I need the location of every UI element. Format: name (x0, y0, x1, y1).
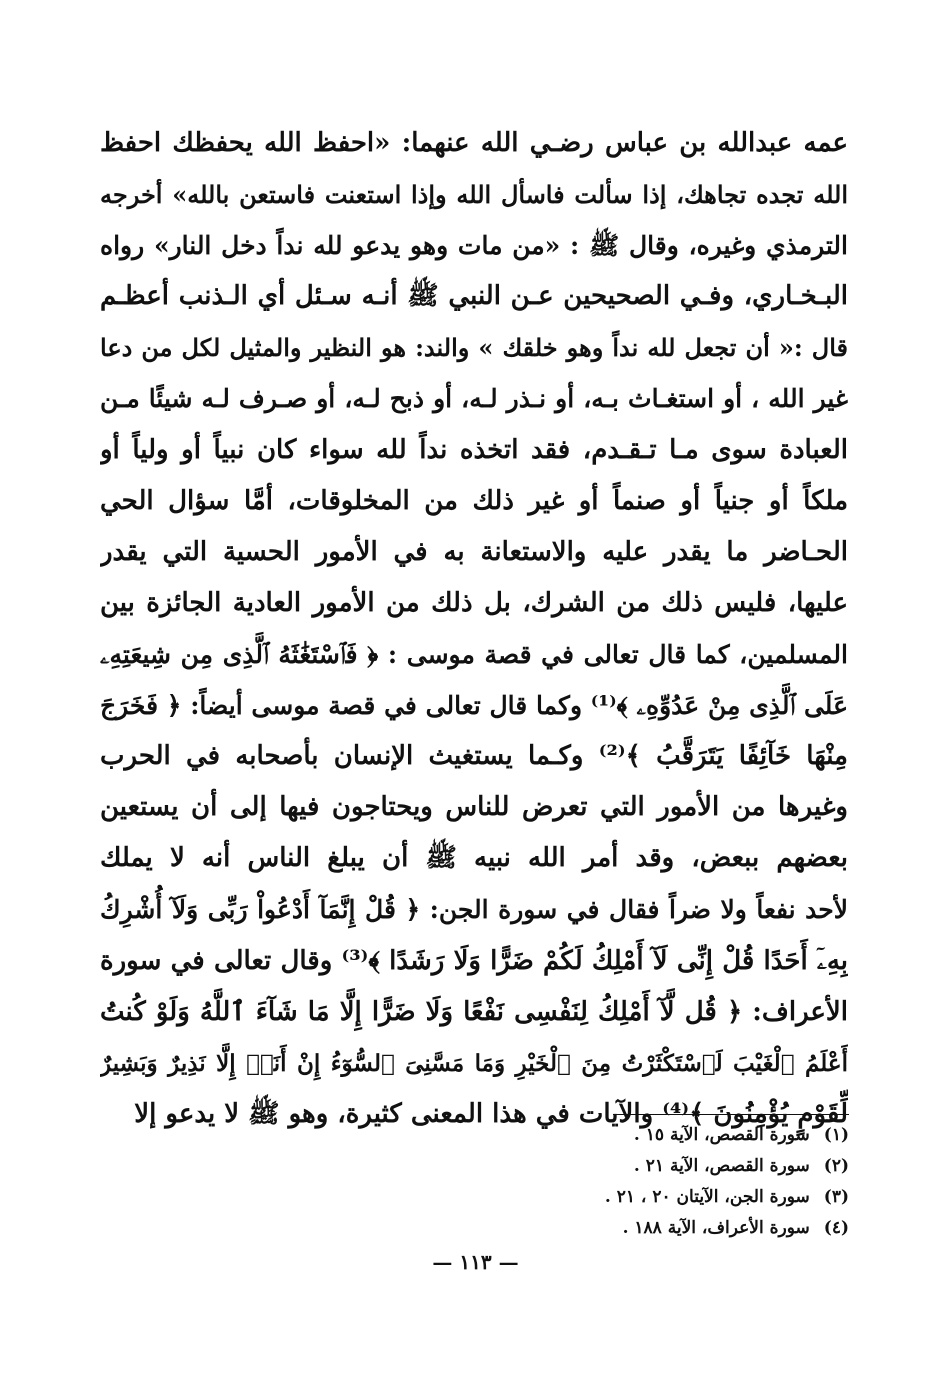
footnote-text: سورة القصص، الآية ٢١ . (633, 1156, 810, 1176)
text-line: عمه عبدالله بن عباس رضـي الله عنهما: «احفظ الله يحفظك احفظ (100, 128, 848, 158)
text-line: عليها، فليس ذلك من الشرك، بل ذلك من الأمور العادية الجائزة بين (100, 587, 848, 618)
text-line: الحـاضر ما يقدر عليه والاستعانة به في الأمور الحسية التي يقدر (100, 536, 848, 567)
footnote-number: (١) (823, 1125, 849, 1145)
text-line: لأحد نفعاً ولا ضراً فقال في سورة الجن: ﴿ قُلْ إِنَّمَآ أَدْعُواْ رَبِّى وَلَآ أُشْرِكُ (100, 895, 848, 925)
footnotes (540, 1120, 849, 1244)
text-line: بعضهم ببعض، وقد أمر الله نبيه ﷺ أن يبلغ الناس أنه لا يملك (100, 843, 848, 874)
text-line: بِهِۦٓ أَحَدًا قُلْ إِنِّى لَآ أَمْلِكُ لَكُمْ ضَرًّا وَلَا رَشَدًا ﴾⁽³⁾ وقال تعالى في سورة (100, 945, 848, 976)
text-line: العبادة سوى مـا تـقـدم، فقد اتخذه نداً لله سواء كان نبياً أو ولياً أو (100, 434, 848, 465)
footnote (540, 1120, 849, 1151)
text-line: أَعْلَمُ ٱلْغَيْبَ لَٱسْتَكْثَرْتُ مِنَ ٱلْخَيْرِ وَمَا مَسَّنِىَ ٱلسُّوٓءُ إِنْ أَنَا۠ إِلَّا نَذِيرٌ وَبَشِيرٌ (100, 1049, 848, 1077)
footnote-text: سورة الجن، الآيتان ٢٠ ، ٢١ . (604, 1187, 810, 1207)
body-text (100, 118, 848, 1140)
footnote-text: سورة الأعراف، الآية ١٨٨ . (622, 1218, 810, 1238)
text-line: لِّقَوْمٍ يُؤْمِنُونَ ﴾⁽⁴⁾ والآيات في هذا المعنى كثيرة، وهو ﷺ لا يدعو إلا (134, 1098, 848, 1129)
text-line: المسلمين، كما قال تعالى في قصة موسى : ﴿ فَٱسْتَغَٰثَهُ ٱلَّذِى مِن شِيعَتِهِۦ (100, 639, 848, 669)
text-line: الترمذي وغيره، وقال ﷺ : «من مات وهو يدعو لله نداً دخل النار» رواه (100, 231, 848, 261)
text-line: البـخـاري، وفـي الصحيحين عـن النبي ﷺ أنـه سـئل أي الـذنب أعظـم (100, 281, 848, 312)
text-line: عَلَى ٱلَّذِى مِنْ عَدُوِّهِۦ ﴾⁽¹⁾ وكما قال تعالى في قصة موسى أيضاً: ﴿ فَخَرَجَ (100, 691, 848, 721)
text-line: غير الله ، أو استغـاث بـه، أو نـذر لـه، أو ذبح لـه، أو صـرف لـه شيئًا مـن (100, 384, 848, 414)
footnote (540, 1151, 849, 1182)
text-line: مِنْهَا خَآئِفًا يَتَرَقَّبُ ﴾⁽²⁾ وكـما يستغيث الإنسان بأصحابه في الحرب (100, 741, 848, 772)
footnote (540, 1182, 849, 1213)
footnote-number: (٤) (823, 1218, 849, 1238)
footnote (540, 1213, 849, 1244)
text-line: ملكاً أو جنياً أو صنماً أو غير ذلك من المخلوقات، أمَّا سؤال الحي (100, 485, 848, 516)
footnote-divider (613, 1114, 849, 1115)
page-number: — ١١٣ — (432, 1250, 519, 1274)
footnote-text: سورة القصص، الآية ١٥ . (633, 1125, 810, 1145)
footnote-number: (٢) (823, 1156, 849, 1176)
footnote-number: (٣) (823, 1187, 849, 1207)
text-line: الأعراف: ﴿ قُل لَّآ أَمْلِكُ لِنَفْسِى نَفْعًا وَلَا ضَرًّا إِلَّا مَا شَآءَ ٱللَّهُ وَلَوْ كُنتُ (100, 996, 848, 1027)
text-line: قال :« أن تجعل لله نداً وهو خلقك » والند: هو النظير والمثيل لكل من دعا (100, 333, 848, 363)
text-line: وغيرها من الأمور التي تعرض للناس ويحتاجون فيها إلى أن يستعين (100, 792, 848, 823)
text-line: الله تجده تجاهك، إذا سألت فاسأل الله وإذا استعنت فاستعن بالله» أخرجه (100, 180, 848, 210)
